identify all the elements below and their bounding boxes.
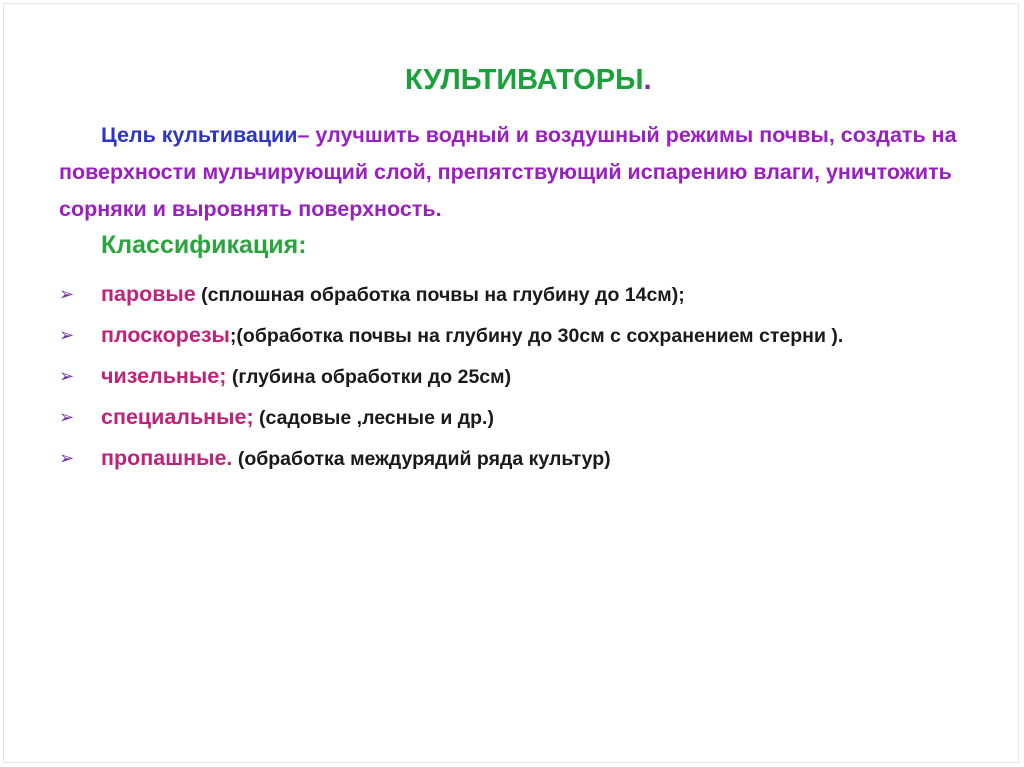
cultivator-type: специальные; [101,405,254,429]
purpose-term: Цель культивации [101,123,298,147]
cultivator-description: (садовые ,лесные и др.) [253,407,494,429]
cultivator-type: чизельные; [101,364,227,388]
slide-title-dot: . [643,64,652,96]
cultivator-type: пропашные. [101,446,233,470]
cultivator-description: (глубина обработки до 25см) [226,366,512,388]
list-item [59,438,1019,479]
cultivator-description: (обработка междурядий ряда культур) [232,448,611,470]
classification-list [59,274,1019,479]
cultivator-description: ;(обработка почвы на глубину до 30см с сохранением стерни ). [229,325,844,347]
arrow-bullet-icon: ➢ [59,284,75,304]
arrow-bullet-icon: ➢ [59,325,75,345]
cultivator-type: плоскорезы [101,323,230,347]
slide-title-text: КУЛЬТИВАТОРЫ [405,64,644,96]
purpose-text: – улучшить водный и воздушный режимы почвы, создать на поверхности мульчирующий слой, препятствующий испарению влаги, уничтожить сорняки и выровнять поверхность. [59,123,957,221]
arrow-bullet-icon: ➢ [59,407,75,427]
list-item [59,315,1019,356]
list-item [59,356,1019,397]
slide-title [405,64,652,97]
list-item [59,274,1019,315]
arrow-bullet-icon: ➢ [59,366,75,386]
slide [3,3,1019,763]
arrow-bullet-icon: ➢ [59,448,75,468]
list-item [59,397,1019,438]
cultivator-description: (сплошная обработка почвы на глубину до 14см); [195,284,685,306]
classification-heading: Классификация: [101,231,307,259]
purpose-paragraph [59,117,999,228]
cultivator-type: паровые [101,282,196,306]
